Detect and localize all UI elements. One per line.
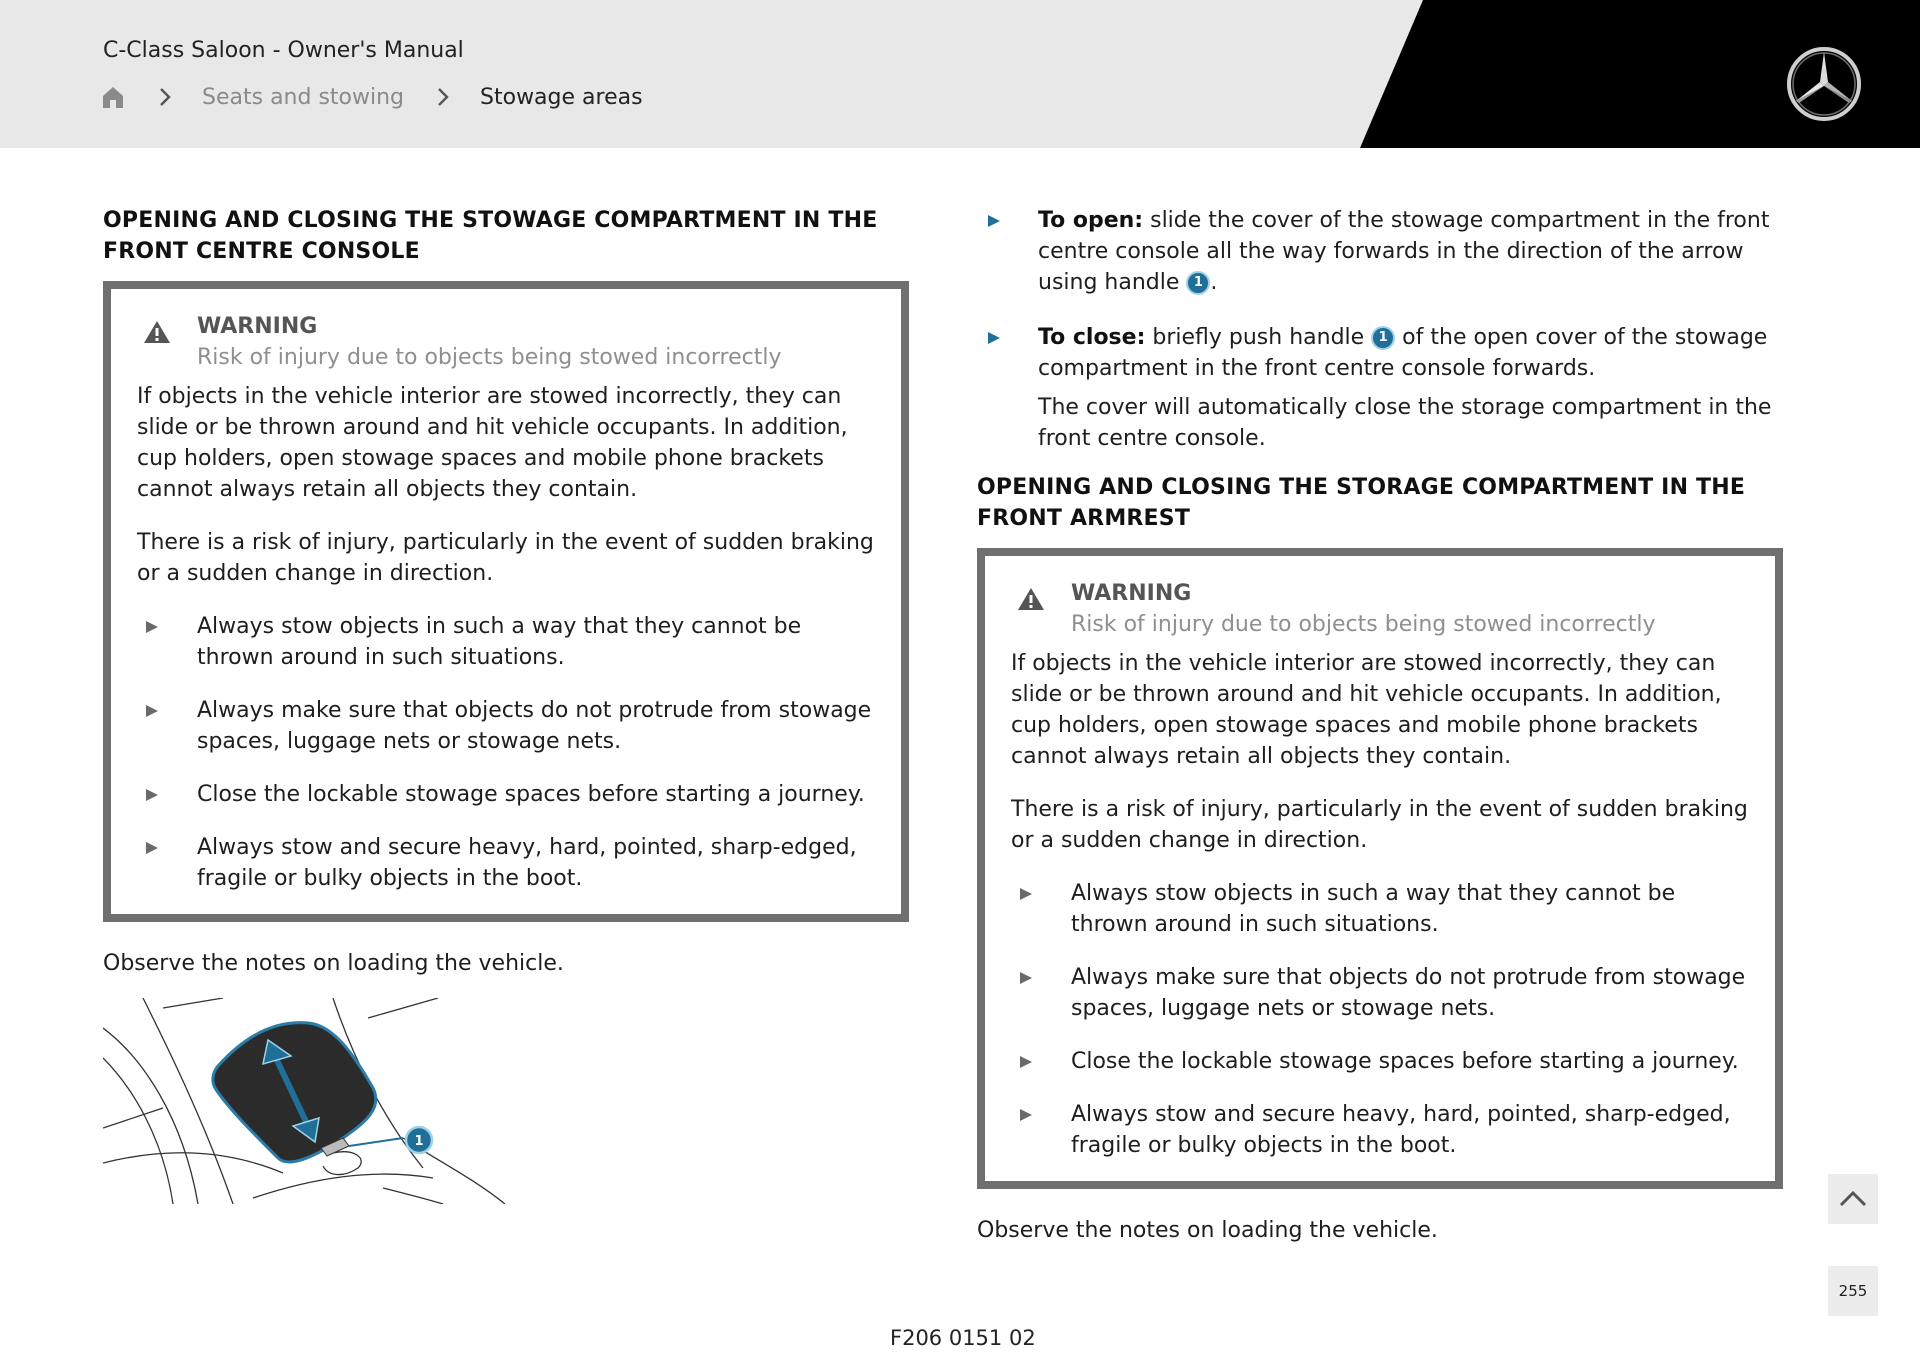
- callout-1-badge: 1: [1371, 326, 1395, 350]
- left-column: [103, 205, 909, 979]
- list-item-text: Always stow and secure heavy, hard, pointed, sharp-edged, fragile or bulky objects in the boot.: [197, 835, 857, 891]
- page-number-button[interactable]: [1828, 1266, 1878, 1316]
- list-item: [1011, 878, 1749, 940]
- warning-list: [137, 611, 875, 894]
- warning-subtitle: Risk of injury due to objects being stowed incorrectly: [197, 345, 782, 370]
- warning-paragraph: There is a risk of injury, particularly in the event of sudden braking or a sudden change in direction.: [137, 530, 874, 586]
- console-illustration: [103, 998, 505, 1204]
- warning-header: [137, 311, 875, 373]
- brand-star-logo[interactable]: [1786, 46, 1862, 122]
- bullet-triangle-icon: [145, 788, 159, 802]
- list-item-text: Close the lockable stowage spaces before starting a journey.: [197, 782, 865, 807]
- right-column: [977, 205, 1783, 1246]
- step-label: To open:: [1038, 208, 1144, 233]
- step-text: slide the cover of the stowage compartment in the front centre console all the way forwards in the direction of the arrow using handle: [1038, 208, 1770, 295]
- loading-note: Observe the notes on loading the vehicle.: [103, 951, 564, 976]
- callout-1-badge: 1: [1186, 271, 1210, 295]
- warning-paragraph: If objects in the vehicle interior are stowed incorrectly, they can slide or be thrown around and hit vehicle occupants. In addition, cup holders, open stowage spaces and mobile phone brackets cannot always retain all objects they contain.: [137, 384, 848, 502]
- list-item-text: Close the lockable stowage spaces before starting a journey.: [1071, 1049, 1739, 1074]
- bullet-triangle-icon: [987, 331, 1001, 345]
- page-number: 255: [1838, 1282, 1868, 1300]
- step-label: To close:: [1038, 325, 1146, 350]
- bullet-triangle-icon: [1019, 887, 1033, 901]
- list-item: [1011, 1099, 1749, 1161]
- warning-header: [1011, 578, 1749, 640]
- warning-subtitle: Risk of injury due to objects being stowed incorrectly: [1071, 612, 1656, 637]
- step-close: [977, 322, 1783, 454]
- breadcrumb: [100, 80, 643, 114]
- warning-triangle-icon: [1017, 586, 1045, 612]
- list-item-text: Always make sure that objects do not protrude from stowage spaces, luggage nets or stowage nets.: [1071, 965, 1746, 1021]
- scroll-to-top-button[interactable]: [1828, 1174, 1878, 1224]
- chevron-up-icon: [1838, 1189, 1868, 1209]
- step-text: .: [1210, 270, 1218, 295]
- list-item: [137, 611, 875, 673]
- step-open: [977, 205, 1783, 298]
- bullet-triangle-icon: [1019, 971, 1033, 985]
- list-item: [137, 695, 875, 757]
- warning-triangle-icon: [143, 319, 171, 345]
- breadcrumb-link-seats-and-stowing[interactable]: Seats and stowing: [202, 84, 405, 110]
- instruction-steps: [977, 205, 1783, 454]
- figure-code: F206 0151 02: [890, 1326, 1036, 1350]
- breadcrumb-current: Stowage areas: [480, 84, 643, 110]
- manual-title: C-Class Saloon - Owner's Manual: [103, 38, 464, 63]
- callout-1-label: 1: [414, 1134, 424, 1149]
- warning-box: [103, 281, 909, 922]
- bullet-triangle-icon: [987, 214, 1001, 228]
- page-header: [0, 0, 1920, 148]
- list-item: [137, 832, 875, 894]
- list-item: [137, 779, 875, 810]
- chevron-right-icon: [434, 86, 452, 108]
- step-text: briefly push handle: [1145, 325, 1372, 350]
- warning-title: WARNING: [197, 314, 318, 339]
- bullet-triangle-icon: [145, 704, 159, 718]
- chevron-right-icon: [156, 86, 174, 108]
- warning-list: [1011, 878, 1749, 1161]
- bullet-triangle-icon: [145, 620, 159, 634]
- bullet-triangle-icon: [145, 841, 159, 855]
- list-item-text: Always stow objects in such a way that they cannot be thrown around in such situations.: [1071, 881, 1676, 937]
- home-icon[interactable]: [100, 84, 126, 110]
- loading-note: Observe the notes on loading the vehicle.: [977, 1218, 1438, 1243]
- list-item: [1011, 962, 1749, 1024]
- bullet-triangle-icon: [1019, 1108, 1033, 1122]
- list-item-text: Always make sure that objects do not protrude from stowage spaces, luggage nets or stowage nets.: [197, 698, 872, 754]
- section-heading-front-armrest: OPENING AND CLOSING THE STORAGE COMPARTMENT IN THE FRONT ARMREST: [977, 475, 1746, 531]
- list-item-text: Always stow and secure heavy, hard, pointed, sharp-edged, fragile or bulky objects in the boot.: [1071, 1102, 1731, 1158]
- warning-paragraph: There is a risk of injury, particularly in the event of sudden braking or a sudden change in direction.: [1011, 797, 1748, 853]
- warning-paragraph: If objects in the vehicle interior are stowed incorrectly, they can slide or be thrown around and hit vehicle occupants. In addition, cup holders, open stowage spaces and mobile phone brackets cannot always retain all objects they contain.: [1011, 651, 1722, 769]
- warning-box: [977, 548, 1783, 1189]
- step-text: of the open cover of the stowage compartment in the front centre console forwards.: [1038, 325, 1768, 381]
- bullet-triangle-icon: [1019, 1055, 1033, 1069]
- step-result: The cover will automatically close the storage compartment in the front centre console.: [1038, 395, 1772, 451]
- list-item-text: Always stow objects in such a way that they cannot be thrown around in such situations.: [197, 614, 802, 670]
- list-item: [1011, 1046, 1749, 1077]
- section-heading-centre-console: OPENING AND CLOSING THE STOWAGE COMPARTMENT IN THE FRONT CENTRE CONSOLE: [103, 208, 878, 264]
- warning-title: WARNING: [1071, 581, 1192, 606]
